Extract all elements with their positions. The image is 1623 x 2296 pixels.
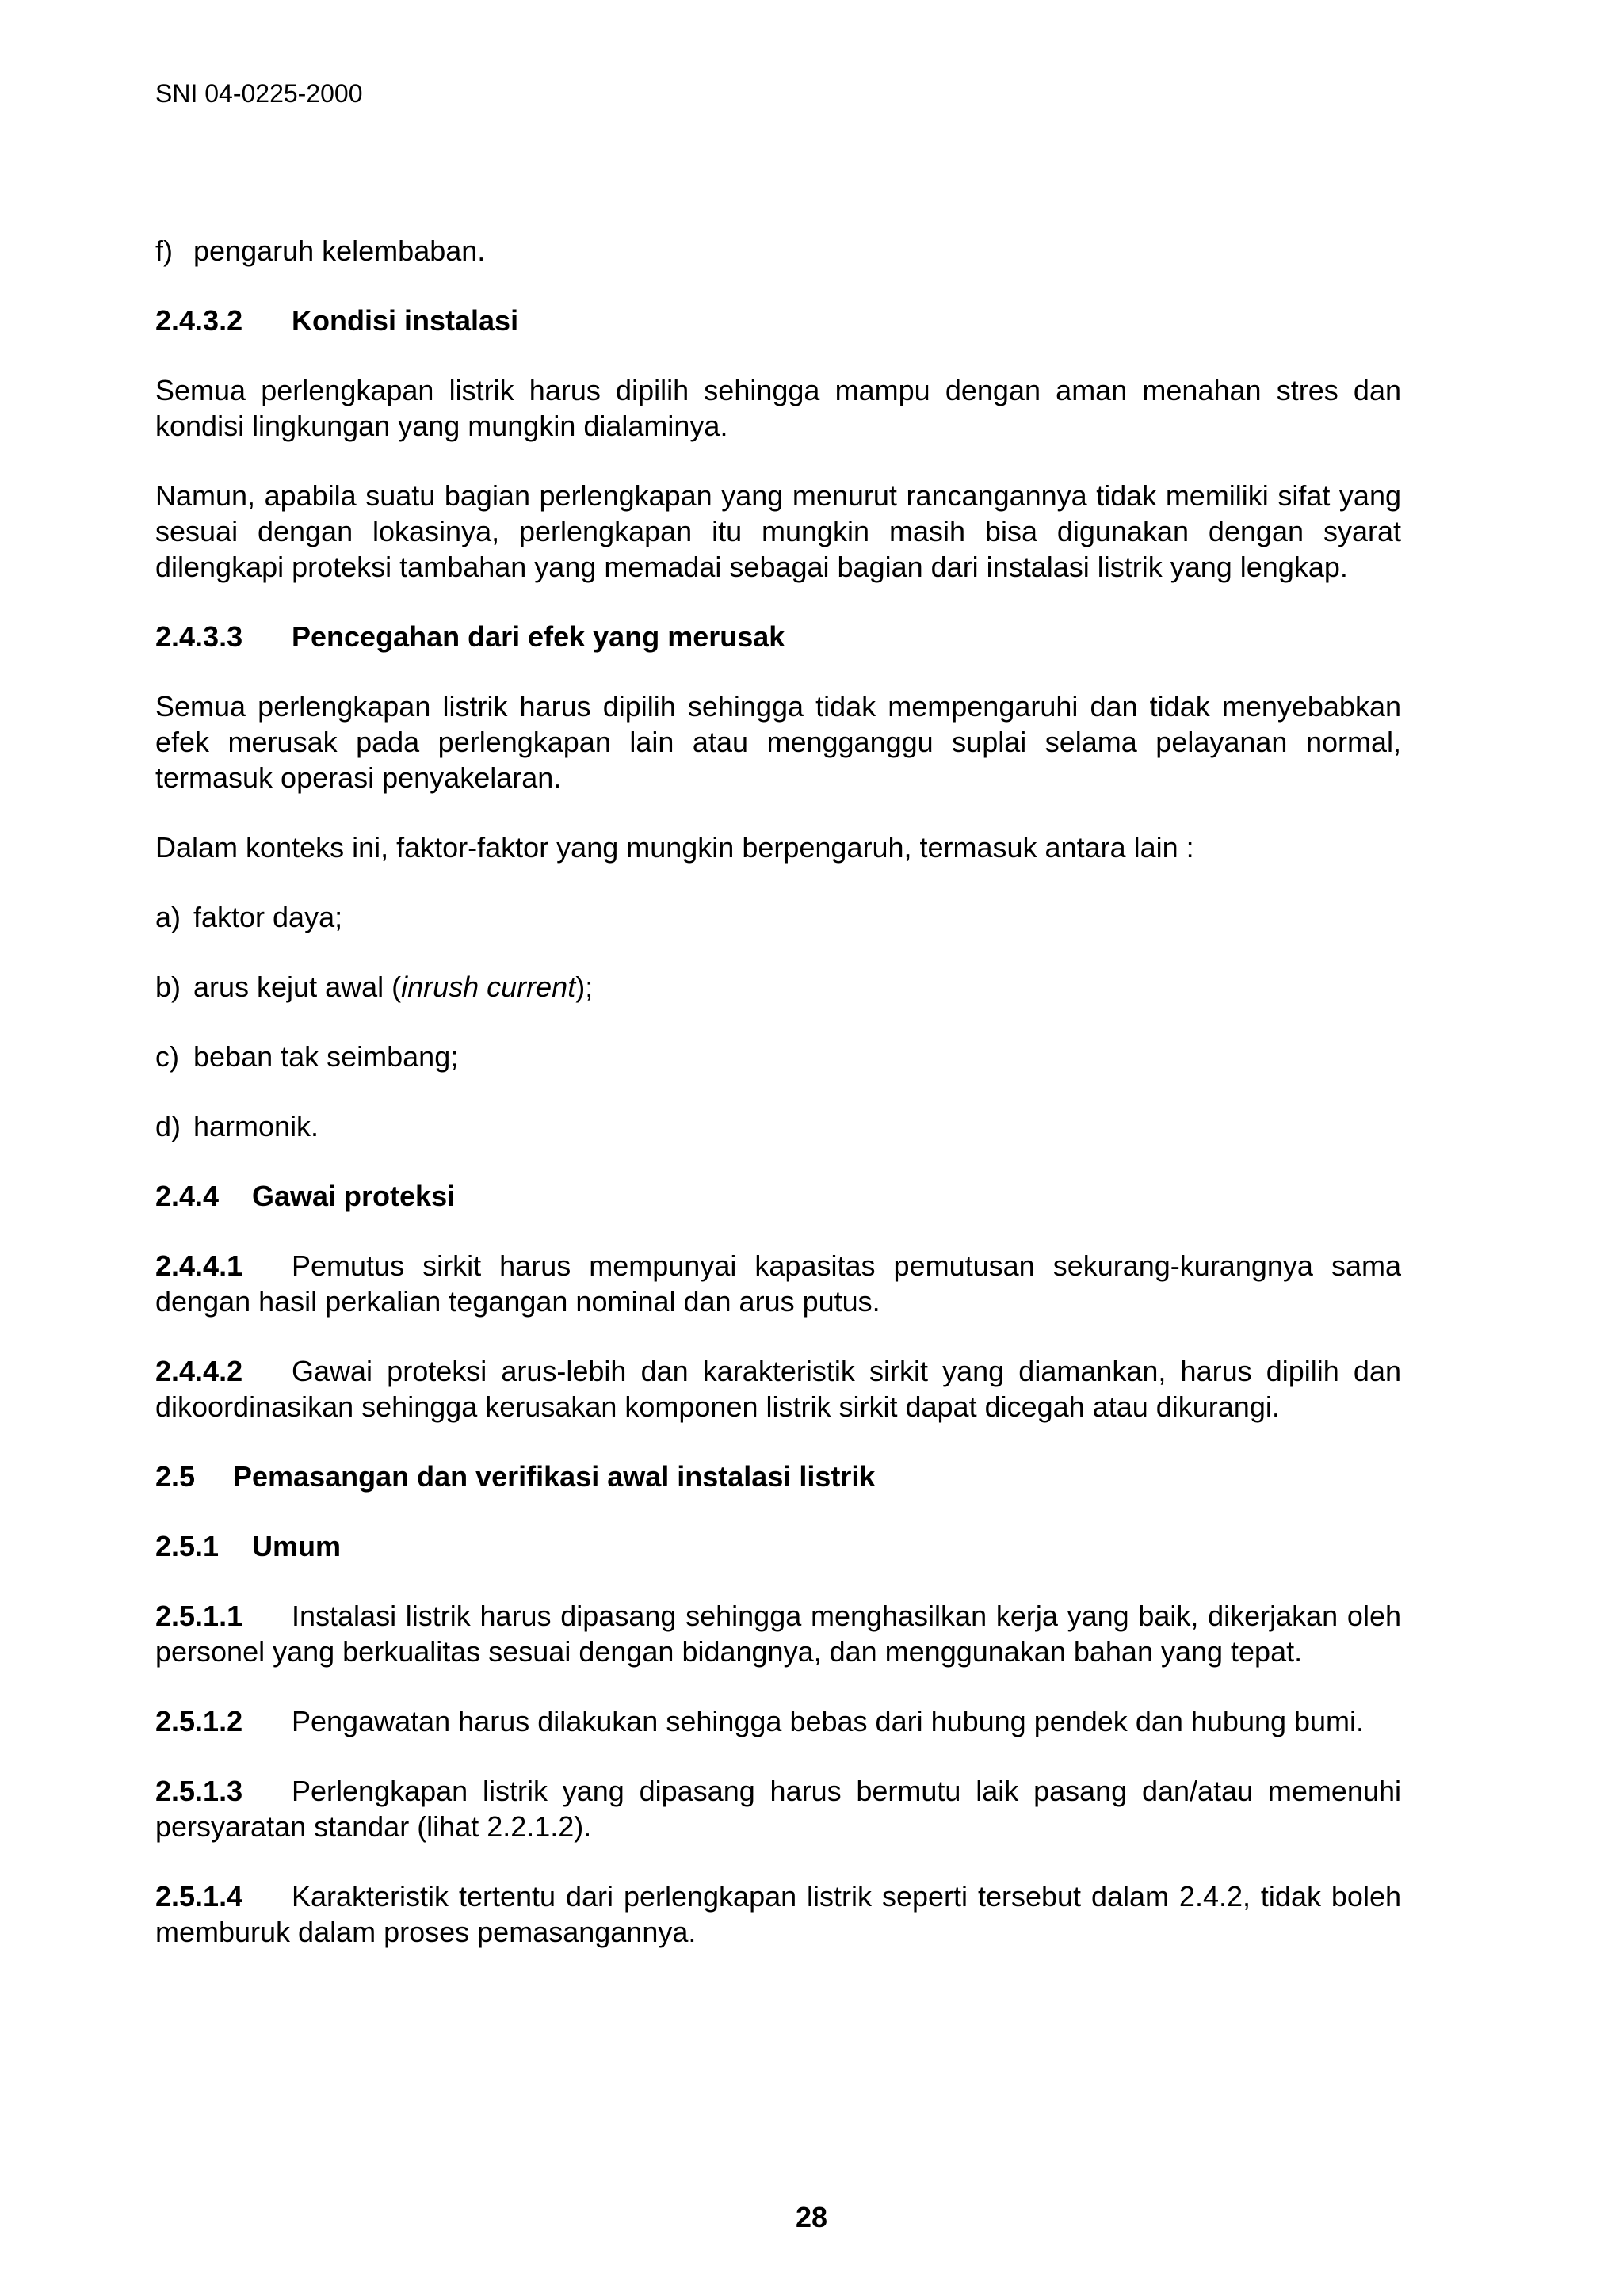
list-marker: a)	[155, 901, 181, 933]
paragraph-number: 2.5.1.1	[155, 1600, 243, 1632]
numbered-paragraph-2-4-4-1	[155, 1248, 1401, 1319]
paragraph: Semua perlengkapan listrik harus dipilih sehingga tidak mempengaruhi dan tidak menyebabkan efek merusak pada perlengkapan lain atau mengganggu suplai selama pelayanan normal, termasuk operasi penyakelaran.	[155, 690, 1401, 794]
list-item-f	[155, 233, 1401, 269]
section-heading-2-4-4	[155, 1178, 1401, 1214]
section-title: Pemasangan dan verifikasi awal instalasi listrik	[233, 1460, 876, 1493]
section-number: 2.4.3.2	[155, 304, 243, 337]
paragraph-number: 2.4.4.2	[155, 1355, 243, 1387]
list-text: pengaruh kelembaban.	[193, 235, 486, 267]
list-text: arus kejut awal (inrush current);	[193, 971, 594, 1003]
paragraph: Namun, apabila suatu bagian perlengkapan yang menurut rancangannya tidak memiliki sifat yang sesuai dengan lokasinya, perlengkapan itu mungkin masih bisa digunakan dengan syarat dilengkapi proteksi tambahan yang memadai sebagai bagian dari instalasi listrik yang lengkap.	[155, 479, 1401, 583]
list-item-d	[155, 1108, 1401, 1144]
list-text: harmonik.	[193, 1110, 319, 1142]
italic-term: inrush current	[401, 971, 576, 1003]
list-marker: f)	[155, 235, 173, 267]
numbered-paragraph-2-5-1-2	[155, 1703, 1401, 1739]
list-text: faktor daya;	[193, 901, 343, 933]
section-heading-2-5	[155, 1459, 1401, 1494]
section-heading-2-4-3-2	[155, 303, 1401, 338]
section-heading-2-4-3-3	[155, 619, 1401, 654]
list-marker: b)	[155, 971, 181, 1003]
paragraph-text: Pengawatan harus dilakukan sehingga bebas dari hubung pendek dan hubung bumi.	[292, 1705, 1365, 1737]
paragraph-number: 2.5.1.3	[155, 1775, 243, 1807]
list-marker: c)	[155, 1040, 179, 1073]
section-number: 2.4.3.3	[155, 620, 243, 653]
paragraph-number: 2.4.4.1	[155, 1249, 243, 1282]
numbered-paragraph-2-5-1-1	[155, 1598, 1401, 1669]
list-text: beban tak seimbang;	[193, 1040, 459, 1073]
list-marker: d)	[155, 1110, 181, 1142]
section-number: 2.5	[155, 1460, 196, 1493]
section-title: Pencegahan dari efek yang merusak	[292, 620, 785, 653]
document-code-header: SNI 04-0225-2000	[155, 79, 363, 108]
page-number: 28	[795, 2201, 828, 2233]
list-item-a	[155, 899, 1401, 935]
section-title: Gawai proteksi	[252, 1180, 456, 1212]
numbered-paragraph-2-5-1-4	[155, 1878, 1401, 1950]
list-item-b	[155, 969, 1401, 1005]
paragraph-text: Karakteristik tertentu dari perlengkapan listrik seperti tersebut dalam 2.4.2, tidak boleh memburuk dalam proses pemasangannya.	[155, 1880, 1401, 1948]
section-title: Kondisi instalasi	[292, 304, 519, 337]
section-number: 2.5.1	[155, 1530, 220, 1562]
section-number: 2.4.4	[155, 1180, 220, 1212]
paragraph: Semua perlengkapan listrik harus dipilih sehingga mampu dengan aman menahan stres dan kondisi lingkungan yang mungkin dialaminya.	[155, 374, 1401, 442]
section-heading-2-5-1	[155, 1528, 1401, 1564]
document-body	[155, 233, 1401, 1984]
paragraph-number: 2.5.1.2	[155, 1705, 243, 1737]
list-item-c	[155, 1039, 1401, 1074]
paragraph: Dalam konteks ini, faktor-faktor yang mungkin berpengaruh, termasuk antara lain :	[155, 831, 1194, 864]
paragraph-text: Instalasi listrik harus dipasang sehingga menghasilkan kerja yang baik, dikerjakan oleh personel yang berkualitas sesuai dengan bidangnya, dan menggunakan bahan yang tepat.	[155, 1600, 1401, 1668]
paragraph-text: Pemutus sirkit harus mempunyai kapasitas pemutusan sekurang-kurangnya sama dengan hasil perkalian tegangan nominal dan arus putus.	[155, 1249, 1401, 1318]
section-title: Umum	[252, 1530, 342, 1562]
paragraph-number: 2.5.1.4	[155, 1880, 243, 1913]
paragraph-text: Gawai proteksi arus-lebih dan karakteristik sirkit yang diamankan, harus dipilih dan dikoordinasikan sehingga kerusakan komponen listrik sirkit dapat dicegah atau dikurangi.	[155, 1355, 1401, 1423]
numbered-paragraph-2-5-1-3	[155, 1773, 1401, 1844]
paragraph-text: Perlengkapan listrik yang dipasang harus bermutu laik pasang dan/atau memenuhi persyaratan standar (lihat 2.2.1.2).	[155, 1775, 1401, 1843]
numbered-paragraph-2-4-4-2	[155, 1353, 1401, 1425]
